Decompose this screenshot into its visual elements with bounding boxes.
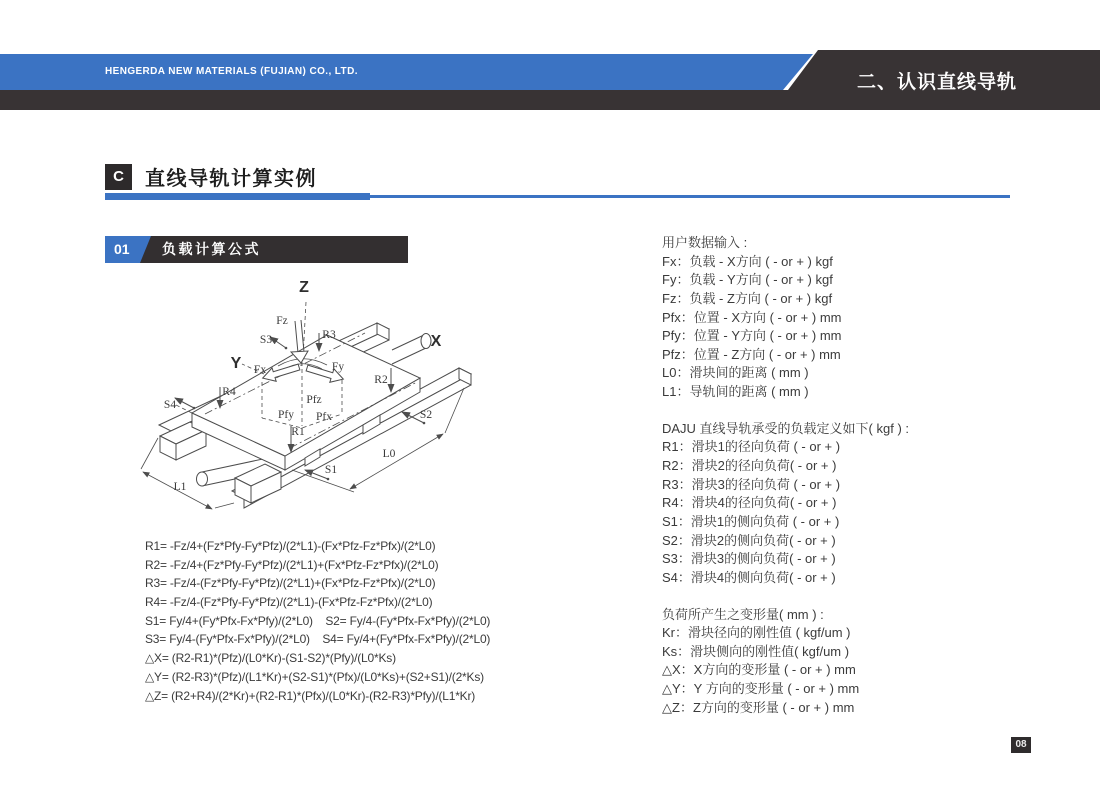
definition-line: S1：滑块1的侧向负荷 ( - or + ) — [662, 513, 840, 529]
definition-line: △Z：Z方向的变形量 ( - or + ) mm — [662, 699, 855, 715]
r2-label: R2 — [374, 374, 388, 386]
formula-line: R3= -Fz/4-(Fz*Pfy-Fy*Pfz)/(2*L1)+(Fx*Pfz-Fz*Pfx)/(2*L0) — [145, 576, 436, 591]
formula-line: R1= -Fz/4+(Fz*Pfy-Fy*Pfz)/(2*L1)-(Fx*Pfz-Fz*Pfx)/(2*L0) — [145, 539, 436, 553]
chapter-title: 二、认识直线导轨 — [856, 72, 1017, 93]
load-diagram — [130, 276, 490, 538]
section-title: 直线导轨计算实例 — [145, 168, 317, 190]
formula-line: S3= Fy/4-(Fy*Pfx-Fx*Pfy)/(2*L0) S4= Fy/4+(Fy*Pfx-Fx*Pfy)/(2*L0) — [145, 632, 491, 647]
section-badge: C — [105, 164, 132, 190]
formula-line: △Y= (R2-R3)*(Pfz)/(L1*Kr)+(S2-S1)*(Pfx)/(L0*Ks)+(S2+S1)/(2*Ks) — [145, 669, 484, 684]
definition-line: L0：滑块间的距离 ( mm ) — [662, 365, 809, 381]
definition-line: Fy：负载 - Y方向 ( - or + ) kgf — [662, 272, 833, 288]
formula-line: R2= -Fz/4+(Fz*Pfy-Fy*Pfz)/(2*L1)+(Fx*Pfz-Fz*Pfx)/(2*L0) — [145, 557, 439, 572]
load-definitions-block — [662, 418, 909, 586]
x-axis-label: X — [430, 333, 442, 350]
company-name: HENGERDA NEW MATERIALS (FUJIAN) CO., LTD. — [105, 66, 358, 77]
fy-label: Fy — [331, 361, 345, 373]
subsection-title: 负载计算公式 — [162, 241, 261, 257]
definition-line: DAJU 直线导轨承受的负载定义如下( kgf ) : — [662, 420, 910, 436]
y-axis-label: Y — [230, 355, 242, 372]
definition-line: R4：滑块4的径向负荷( - or + ) — [662, 495, 837, 511]
z-axis-label: Z — [299, 279, 309, 296]
s2-label: S2 — [419, 409, 433, 421]
definition-line: Kr：滑块径向的刚性值 ( kgf/um ) — [662, 625, 851, 641]
definition-line: Pfy：位置 - Y方向 ( - or + ) mm — [662, 328, 842, 344]
l1-label: L1 — [173, 481, 187, 493]
definition-line: R1：滑块1的径向负荷 ( - or + ) — [662, 439, 841, 455]
formula-line: R4= -Fz/4-(Fz*Pfy-Fy*Pfz)/(2*L1)-(Fx*Pfz-Fz*Pfx)/(2*L0) — [145, 595, 433, 610]
subsection-label — [105, 236, 408, 263]
definition-line: Pfx：位置 - X方向 ( - or + ) mm — [662, 309, 842, 325]
r1-label: R1 — [291, 426, 305, 438]
s3-label: S3 — [259, 334, 273, 346]
l0-label: L0 — [382, 448, 396, 460]
pfz-label: Pfz — [306, 394, 322, 406]
definition-line: △X：X方向的变形量 ( - or + ) mm — [662, 662, 856, 678]
fz-label: Fz — [276, 315, 288, 327]
formula-block — [145, 539, 490, 707]
fx-label: Fx — [253, 364, 267, 376]
definition-line: S4：滑块4的侧向负荷( - or + ) — [662, 569, 836, 585]
pfy-label: Pfy — [278, 409, 294, 421]
page-number-badge: 08 — [1011, 737, 1031, 753]
section-underline — [105, 193, 1010, 200]
s1-label: S1 — [324, 464, 338, 476]
definition-line: R3：滑块3的径向负荷 ( - or + ) — [662, 476, 841, 492]
deformation-block — [662, 604, 909, 716]
user-input-block — [662, 232, 909, 400]
underline-thick — [105, 193, 370, 200]
formula-line: △X= (R2-R1)*(Pfz)/(L0*Kr)-(S1-S2)*(Pfy)/(L0*Ks) — [145, 651, 396, 666]
definition-line: 负荷所产生之变形量( mm ) : — [662, 606, 824, 622]
definition-line: L1：导轨间的距离 ( mm ) — [662, 384, 809, 400]
definition-line: S2：滑块2的侧向负荷( - or + ) — [662, 532, 836, 548]
definition-line: S3：滑块3的侧向负荷( - or + ) — [662, 551, 836, 567]
definition-line: Pfz：位置 - Z方向 ( - or + ) mm — [662, 346, 841, 362]
definition-line: Ks：滑块侧向的刚性值( kgf/um ) — [662, 643, 850, 659]
section-heading — [105, 162, 317, 191]
r4-label: R4 — [222, 386, 236, 398]
definition-line: 用户数据输入 : — [662, 235, 748, 250]
definition-line: R2：滑块2的径向负荷( - or + ) — [662, 458, 837, 474]
formula-line: △Z= (R2+R4)/(2*Kr)+(R2-R1)*(Pfx)/(L0*Kr)-(R2-R3)*Pfy)/(L1*Kr) — [145, 688, 476, 703]
definitions-column — [662, 232, 909, 733]
formula-line: S1= Fy/4+(Fy*Pfx-Fx*Pfy)/(2*L0) S2= Fy/4-(Fy*Pfx-Fx*Pfy)/(2*L0) — [145, 613, 491, 628]
r3-label: R3 — [322, 329, 336, 341]
definition-line: △Y：Y 方向的变形量 ( - or + ) mm — [662, 681, 860, 697]
subsection-number: 01 — [114, 241, 130, 257]
s4-label: S4 — [163, 399, 177, 411]
pfx-label: Pfx — [316, 411, 332, 423]
definition-line: Fx：负载 - X方向 ( - or + ) kgf — [662, 253, 833, 269]
definition-line: Fz：负载 - Z方向 ( - or + ) kgf — [662, 290, 833, 306]
